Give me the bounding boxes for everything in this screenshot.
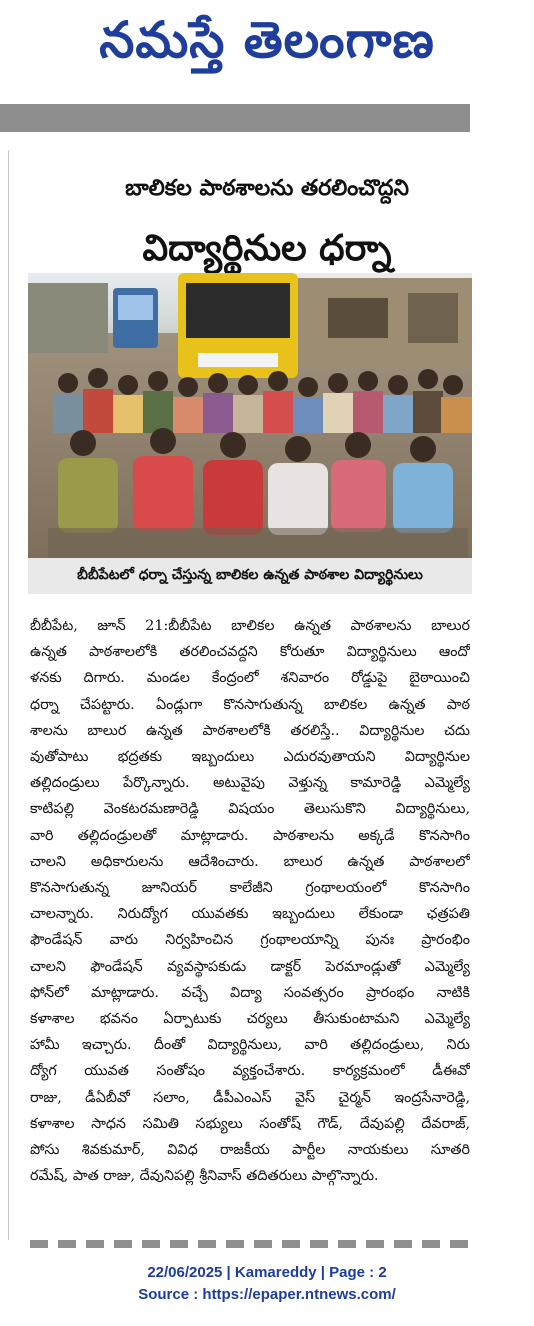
article-line: ఫోన్‌లో మాట్లాడారు. వచ్చే విద్యా సంవత్సరం ప్రారంభం నాటికి — [30, 984, 470, 1001]
cut-off-next-article — [30, 1240, 470, 1248]
protest-photo-illustration — [28, 273, 472, 558]
article-line: చాలన్నారు. నిరుద్యోగ యువతకు ఇబ్బందులు లేకుండా ఛత్రపతి — [30, 906, 470, 923]
article-line: పోసు శివకుమార్, వివిధ రాజకీయ పార్టీల నాయకులు సూతరి — [30, 1142, 470, 1159]
footer-source-link[interactable]: Source : https://epaper.ntnews.com/ — [138, 1286, 396, 1303]
article-line: కొనసాగుతున్న జూనియర్ కాలేజీని గ్రంథాలయంలో కొనసాగిం — [30, 880, 470, 897]
article-line: చాలని అధికారులను ఆదేశించారు. బాలుర ఉన్నత పాఠశాలలో — [30, 853, 470, 870]
article-line: రాజు, డీఏబీవో సలాం, డీపీఎంఎస్ వైస్ చైర్మన్ ఇంద్రసేనారెడ్డి, — [30, 1089, 470, 1106]
article-line: ఉన్నత పాఠశాలలోకి తరలించవద్దని కోరుతూ విద్యార్థినులు ఆందో — [30, 644, 470, 661]
article-body — [30, 613, 470, 1189]
article-line: హామీ ఇచ్చారు. దీంతో విద్యార్థినులు, వారి తల్లిదండ్రులు, నిరు — [30, 1037, 470, 1054]
article-line: వుతోపాటు భద్రతకు ఇబ్బందులు ఎదురవుతాయని విద్యార్థినుల — [30, 749, 470, 766]
article-line: ధర్నా చేపట్టారు. ఏండ్లుగా కొనసాగుతున్న బాలికల ఉన్నత పాఠ — [30, 696, 470, 713]
footer-date-edition: 22/06/2025 | Kamareddy | Page : 2 — [147, 1264, 387, 1281]
headline-kicker: బాలికల పాఠశాలను తరలించొద్దని — [125, 176, 409, 202]
section-bar — [0, 104, 470, 132]
article-line: తల్లిదండ్రులు పేర్కొన్నారు. అటువైపు వెళ్తున్న కామారెడ్డి ఎమ్మెల్యే — [30, 775, 470, 792]
masthead — [0, 0, 534, 92]
article-line: ద్యోగ యువత సంతోషం వ్యక్తంచేశారు. కార్యక్రమంలో డీఈవో — [30, 1063, 470, 1080]
article-line: వారి తల్లిదండ్రులతో మాట్లాడారు. పాఠశాలను అక్కడే కొనసాగిం — [30, 827, 470, 844]
article-line: కళాశాల సాధన సమితి సభ్యులు సంతోష్ గౌడ్, దేవుపల్లి దేవరాజ్, — [30, 1115, 470, 1132]
column-rule — [8, 150, 9, 1240]
article-line: చాలని ఫౌండేషన్ వ్యవస్థాపకుడు డాక్టర్ పెరమాండ్లుతో ఎమ్మెల్యే — [30, 958, 470, 975]
newspaper-logo: నమస్తే తెలంగాణ — [99, 10, 435, 69]
article-line: కాటిపల్లి వెంకటరమణారెడ్డి విషయం తెలుసుకొని విద్యార్థినులు, — [30, 801, 470, 818]
article-line: బీబీపేట, జూన్ 21:బీబీపేట బాలికల ఉన్నత పాఠశాలను బాలుర — [30, 618, 470, 634]
article-line: శాలను బాలుర ఉన్నత పాఠశాలలోకి తరలిస్తే.. విద్యార్థినుల చదు — [30, 722, 470, 739]
article-line: కళాశాల భవనం ఏర్పాటుకు చర్యలు తీసుకుంటామని ఎమ్మెల్యే — [30, 1011, 470, 1028]
article-line: ళనకు దిగారు. మండల కేంద్రంలో శనివారం రోడ్డుపై బైఠాయించి — [30, 670, 470, 687]
page-footer — [0, 1262, 534, 1306]
article-line: ఫౌండేషన్ వారు నిర్వహించిన గ్రంథాలయాన్ని పునః ప్రారంభిం — [30, 932, 470, 949]
news-photo — [28, 273, 472, 558]
headline-main: విద్యార్థినుల ధర్నా — [142, 228, 392, 270]
photo-caption: బీబీపేటలో ధర్నా చేస్తున్న బాలికల ఉన్నత పాఠశాల విద్యార్థినులు — [28, 558, 472, 594]
article-line: రమేష్, పాత రాజు, దేవునిపల్లి శ్రీనివాస్ తదితరులు పాల్గొన్నారు. — [30, 1168, 379, 1185]
